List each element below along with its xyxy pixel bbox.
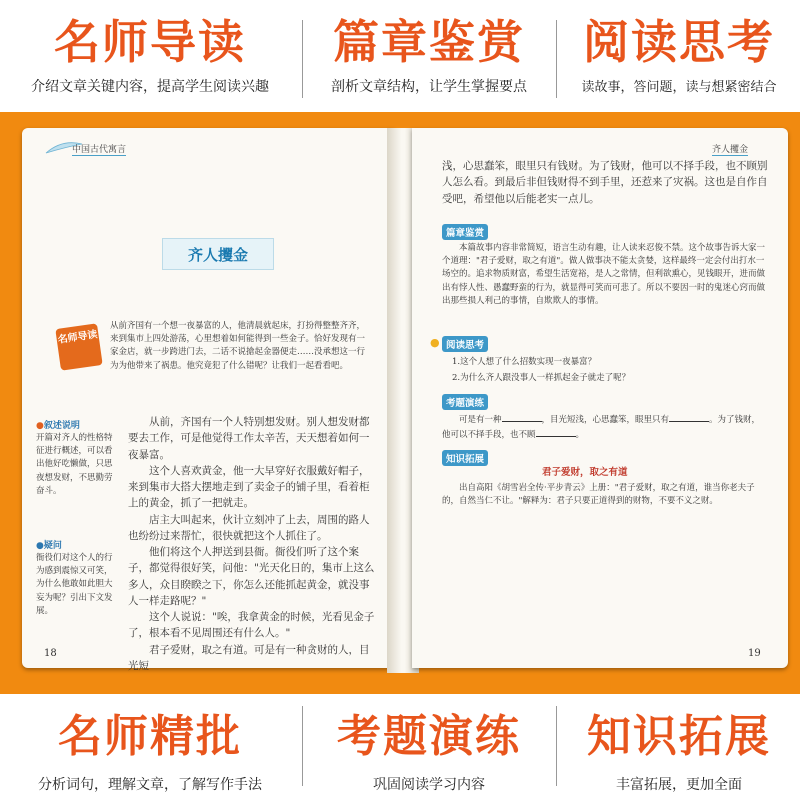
section-label-appreciation: 篇章鉴赏 — [442, 224, 488, 240]
story-continuation: 浅，心思蠢笨，眼里只有钱财。为了钱财，他可以不择手段，也不顾别人怎么看。到最后非但钱财得不到手里，还惹来了灾祸。这也是自作自受吧，希望他以后能老实一点儿。 — [442, 160, 768, 205]
question-item: 2.为什么齐人跟没事人一样抓起金子就走了呢？ — [452, 373, 631, 383]
feature-subtitle: 剖析文章结构，让学生掌握要点 — [331, 79, 527, 95]
exercise-text: 可是有一种 ，目光短浅，心思蠢笨，眼里只有 。为了钱财，他可以不择手段，也不顾 。 — [442, 412, 768, 442]
section-label-extension: 知识拓展 — [442, 450, 488, 466]
extension-title: 君子爱财，取之有道 — [542, 467, 628, 478]
guide-badge: 名师导读 — [55, 323, 102, 370]
feature-title: 名师精批 — [58, 711, 242, 762]
divider — [302, 706, 303, 786]
feature-title: 知识拓展 — [587, 711, 771, 762]
answer-blank[interactable] — [669, 412, 709, 422]
page-number: 18 — [44, 648, 57, 659]
divider — [556, 706, 557, 786]
story-body — [128, 414, 378, 674]
feature-subtitle: 读故事，答问题，读与想紧密结合 — [581, 80, 777, 95]
top-feature-band — [0, 0, 800, 112]
page-number: 19 — [748, 648, 761, 659]
page-header: 中国古代寓言 — [72, 142, 126, 156]
story-title: 齐人攫金 — [162, 238, 274, 270]
feature-title: 阅读思考 — [583, 15, 775, 69]
appreciation-text: 本篇故事内容非常简短，语言生动有趣，让人读来忍俊不禁。这个故事告诉大家一个道理："君子爱财，取之有道"。做人做事决不能太贪婪，这样最终一定会付出打水一场空的。追求物质财富，希望生活宽裕，是人之常情，但利欲熏心，见钱眼开，进而做出有悖人性、愚蠢野蛮的行为，就显得可笑而可悲了。所以不要因一时的鬼迷心窍而做出那些损人利己的事情，自欺欺人的事情。 — [442, 243, 766, 306]
feature-reading-thinking — [558, 6, 800, 95]
section-label-exercise: 考题演练 — [442, 394, 488, 410]
feature-article-appreciation — [305, 6, 553, 96]
feature-exam-practice — [305, 700, 553, 794]
paragraph: 君子爱财，取之有道。可是有一种贪财的人，目光短 — [128, 643, 370, 672]
side-note-title: ●疑问 — [36, 541, 62, 551]
extension-text: 出自高阳《胡雪岩全传·平步青云》上册："君子爱财，取之有道，谁当你老夫子的，自然当仁不让。"解释为：君子只要正道得到的财物，不要不义之财。 — [442, 483, 755, 507]
left-page — [22, 128, 394, 672]
side-note-title: ●叙述说明 — [36, 421, 80, 431]
lightbulb-icon: ● — [430, 336, 440, 349]
intro-text: 从前齐国有一个想一夜暴富的人，他清晨就起床，打扮得整整齐齐，来到集市上四处游荡，心里想着如何能得到一些金子。恰好发现有一家金店，就一步跨进门去，二话不说搶起金器便走……没承想这一行为为他带来了祸患。他究竟犯了什么错呢？让我们一起看看吧。 — [110, 321, 366, 371]
feature-knowledge-extension — [558, 700, 800, 794]
feature-subtitle: 丰富拓展，更加全面 — [616, 777, 742, 793]
answer-blank[interactable] — [502, 412, 542, 422]
feature-teacher-notes — [0, 700, 300, 794]
divider — [302, 20, 303, 98]
feature-subtitle: 分析词句，理解文章，了解写作手法 — [38, 777, 262, 793]
side-note-text: 开篇对齐人的性格特征进行概述，可以看出他好吃懒做，只思夜想发财，不思勤劳奋斗。 — [36, 433, 113, 496]
paragraph: 这个人说说："唉，我拿黄金的时候，光看见金子了，根本看不见周围还有什么人。" — [128, 611, 375, 640]
feature-subtitle: 巩固阅读学习内容 — [373, 777, 485, 793]
paragraph: 从前，齐国有一个人特别想发财。别人想发财都要去工作，可是他觉得工作太辛苦，天天想着如何一夜暴富。 — [128, 416, 370, 461]
section-label-thinking: 阅读思考 — [442, 336, 488, 352]
feature-guide-reading — [0, 6, 300, 96]
open-book — [22, 128, 788, 678]
paragraph: 这个人喜欢黄金，他一大早穿好衣服戴好帽子，来到集市大搭大摆地走到了卖金子的铺子里，看着柜上的黄金，抓了一把就走。 — [128, 464, 370, 510]
question-item: 1.这个人想了什么招数实现一夜暴富？ — [452, 357, 597, 367]
right-page — [412, 128, 788, 668]
side-note-text: 衙役们对这个人的行为感到震惊又可笑，为什么他敢如此胆大妄为呢？引出下文发展。 — [36, 553, 113, 616]
divider — [556, 20, 557, 98]
paragraph: 店主大叫起来，伙计立刻冲了上去，周围的路人也纷纷过来帮忙，很快就把这个人抓住了。 — [128, 513, 370, 542]
feature-title: 名师导读 — [54, 15, 246, 69]
feature-title: 篇章鉴赏 — [333, 15, 525, 69]
bottom-feature-band — [0, 694, 800, 800]
feature-title: 考题演练 — [337, 711, 521, 762]
paragraph: 他们将这个人押送到县衙。衙役们听了这个案子，都觉得很好笑，问他："光天化日的，集市上这么多人，众目睽睽之下，你怎么还能抓起黄金，就没事人一样走路呢？" — [128, 546, 375, 607]
page-header: 齐人攫金 — [712, 142, 748, 156]
answer-blank[interactable] — [536, 427, 576, 437]
feature-subtitle: 介绍文章关键内容，提高学生阅读兴趣 — [31, 79, 269, 95]
